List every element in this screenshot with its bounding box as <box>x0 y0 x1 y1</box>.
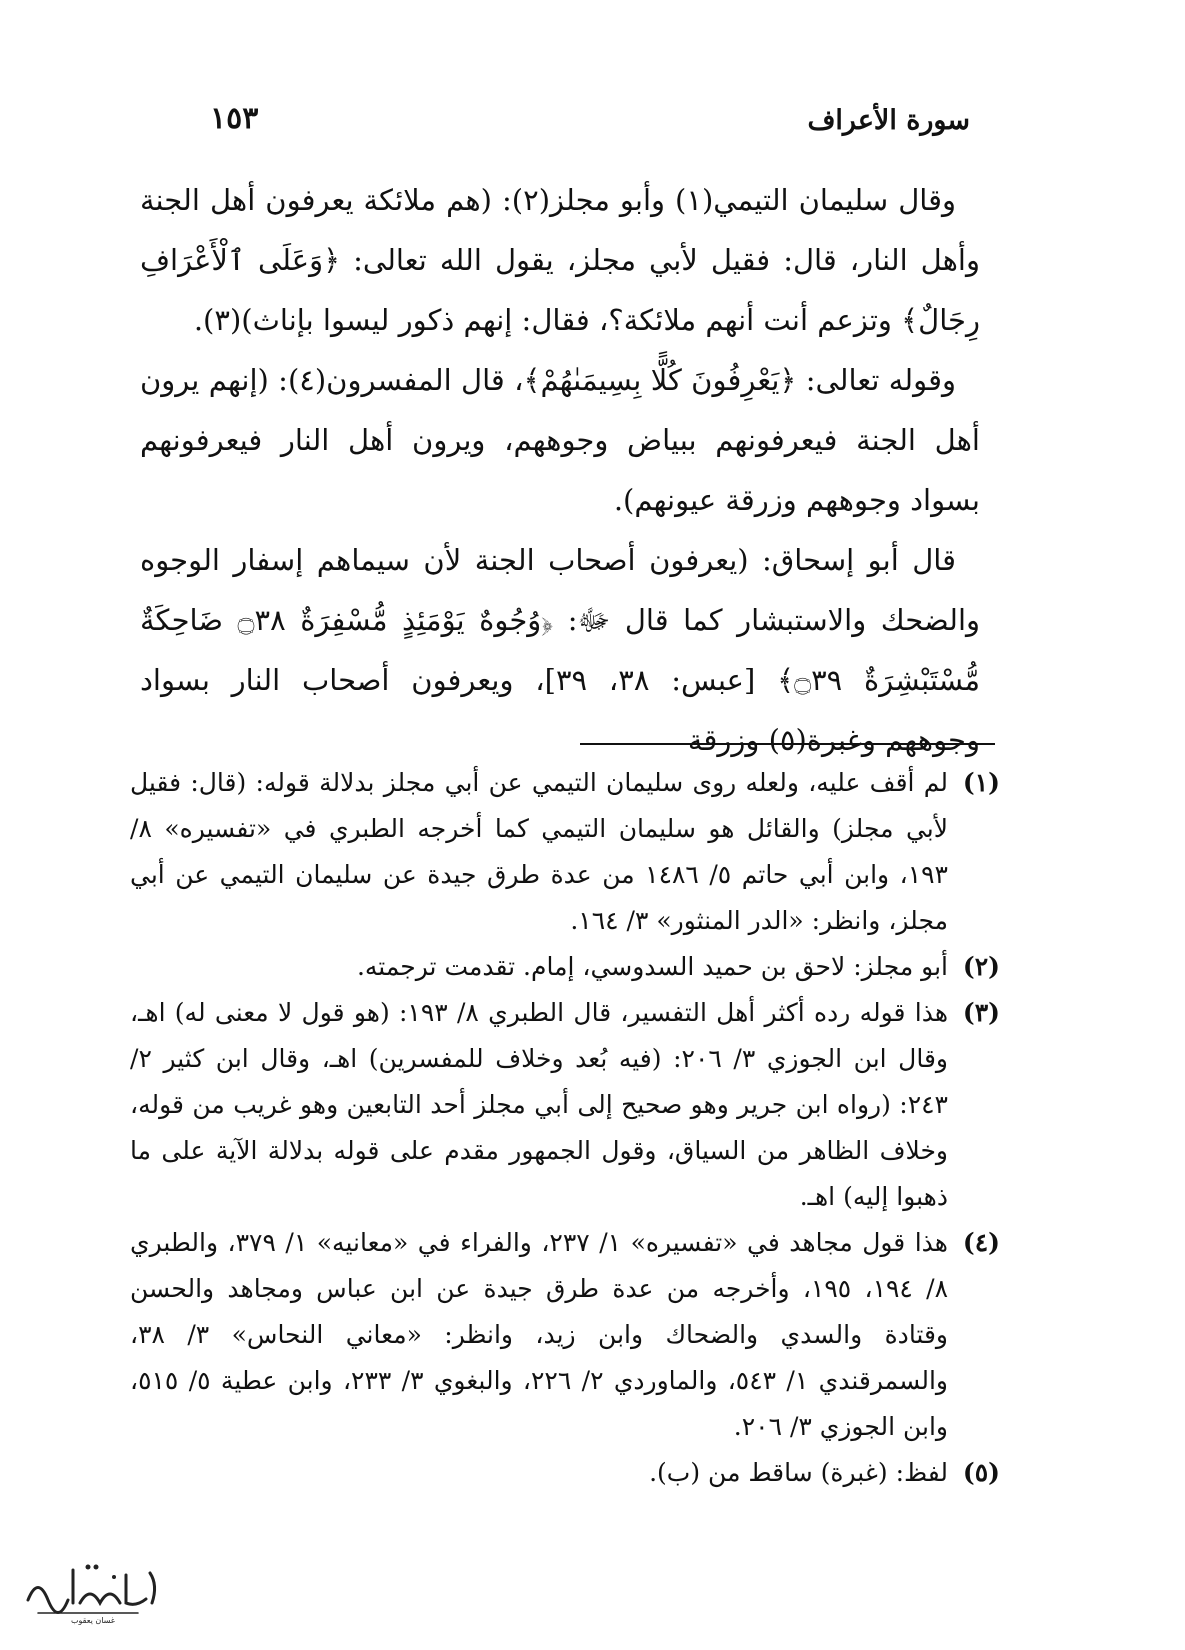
body-paragraph-1: وقال سليمان التيمي(١) وأبو مجلز(٢): (هم ملائكة يعرفون أهل الجنة وأهل النار، قال: فقيل لأبي مجلز، يقول الله تعالى: ﴿وَعَلَى ٱلْأَعْرَافِ رِجَالٌ﴾ وتزعم أنت أنهم ملائكة؟، فقال: إنهم ذكور ليسوا بإناث)(٣). <box>140 183 980 337</box>
publisher-logo <box>18 1555 168 1625</box>
footnote-number: (٤) <box>962 1228 1000 1257</box>
footnote-number: (٣) <box>962 998 1000 1027</box>
footnote-text: أبو مجلز: لاحق بن حميد السدوسي، إمام. تقدمت ترجمته. <box>356 952 948 981</box>
footnote-5 <box>130 1450 1000 1496</box>
footnote-text: هذا قوله رده أكثر أهل التفسير، قال الطبري ٨/ ١٩٣: (هو قول لا معنى له) اهـ، وقال ابن الجوزي ٣/ ٢٠٦: (فيه بُعد وخلاف للمفسرين) اهـ، وقال ابن كثير ٢/ ٢٤٣: (رواه ابن جرير وهو صحيح إلى أبي مجلز أحد التابعين وهو غريب من قوله، وخلاف الظاهر من السياق، وقول الجمهور مقدم على قوله بدلالة الآية على ما ذهبوا إليه) اهـ. <box>130 998 949 1211</box>
main-text <box>140 170 980 770</box>
footnote-2 <box>130 944 1000 990</box>
footnote-4 <box>130 1220 1000 1450</box>
footnote-number: (٥) <box>962 1458 1000 1487</box>
footnote-text: لم أقف عليه، ولعله روى سليمان التيمي عن أبي مجلز بدلالة قوله: (قال: فقيل لأبي مجلز) والقائل هو سليمان التيمي كما أخرجه الطبري في «تفسيره» ٨/ ١٩٣، وابن أبي حاتم ٥/ ١٤٨٦ من عدة طرق جيدة عن سليمان التيمي عن أبي مجلز، وانظر: «الدر المنثور» ٣/ ١٦٤. <box>130 768 948 935</box>
footnote-1 <box>130 760 1000 944</box>
footnote-3 <box>130 990 1000 1220</box>
footnotes <box>130 760 1000 1496</box>
page-header <box>210 101 970 145</box>
body-paragraph-2: وقوله تعالى: ﴿يَعْرِفُونَ كُلًّا بِسِيمَىٰهُمْ﴾، قال المفسرون(٤): (إنهم يرون أهل الجنة فيعرفونهم ببياض وجوههم، ويرون أهل النار فيعرفونهم بسواد وجوههم وزرقة عيونهم). <box>140 363 980 517</box>
surah-title: سورة الأعراف <box>807 105 970 136</box>
page-number: ١٥٣ <box>210 101 259 136</box>
svg-text:غسان يعقوب: غسان يعقوب <box>71 1616 115 1625</box>
calligraphy-logo-icon <box>18 1555 168 1625</box>
footnote-separator <box>580 743 995 745</box>
footnote-number: (٢) <box>962 952 1000 981</box>
footnote-text: لفظ: (غبرة) ساقط من (ب). <box>649 1458 948 1487</box>
footnote-number: (١) <box>962 768 1000 797</box>
body-paragraph-3: قال أبو إسحاق: (يعرفون أصحاب الجنة لأن سيماهم إسفار الوجوه والضحك والاستبشار كما قال ﷻ: ﴿وُجُوهٌ يَوْمَئِذٍ مُّسْفِرَةٌ ۝٣٨ ضَاحِكَةٌ مُّسْتَبْشِرَةٌ ۝٣٩﴾ [عبس: ٣٨، ٣٩]، ويعرفون أصحاب النار بسواد وجوههم وغبرة(٥) وزرقة <box>140 543 981 757</box>
footnote-text: هذا قول مجاهد في «تفسيره» ١/ ٢٣٧، والفراء في «معانيه» ١/ ٣٧٩، والطبري ٨/ ١٩٤، ١٩٥، وأخرجه من عدة طرق جيدة عن ابن عباس ومجاهد والحسن وقتادة والسدي والضحاك وابن زيد، وانظر: «معاني النحاس» ٣/ ٣٨، والسمرقندي ١/ ٥٤٣، والماوردي ٢/ ٢٢٦، والبغوي ٣/ ٢٣٣، وابن عطية ٥/ ٥١٥، وابن الجوزي ٣/ ٢٠٦. <box>130 1228 949 1441</box>
